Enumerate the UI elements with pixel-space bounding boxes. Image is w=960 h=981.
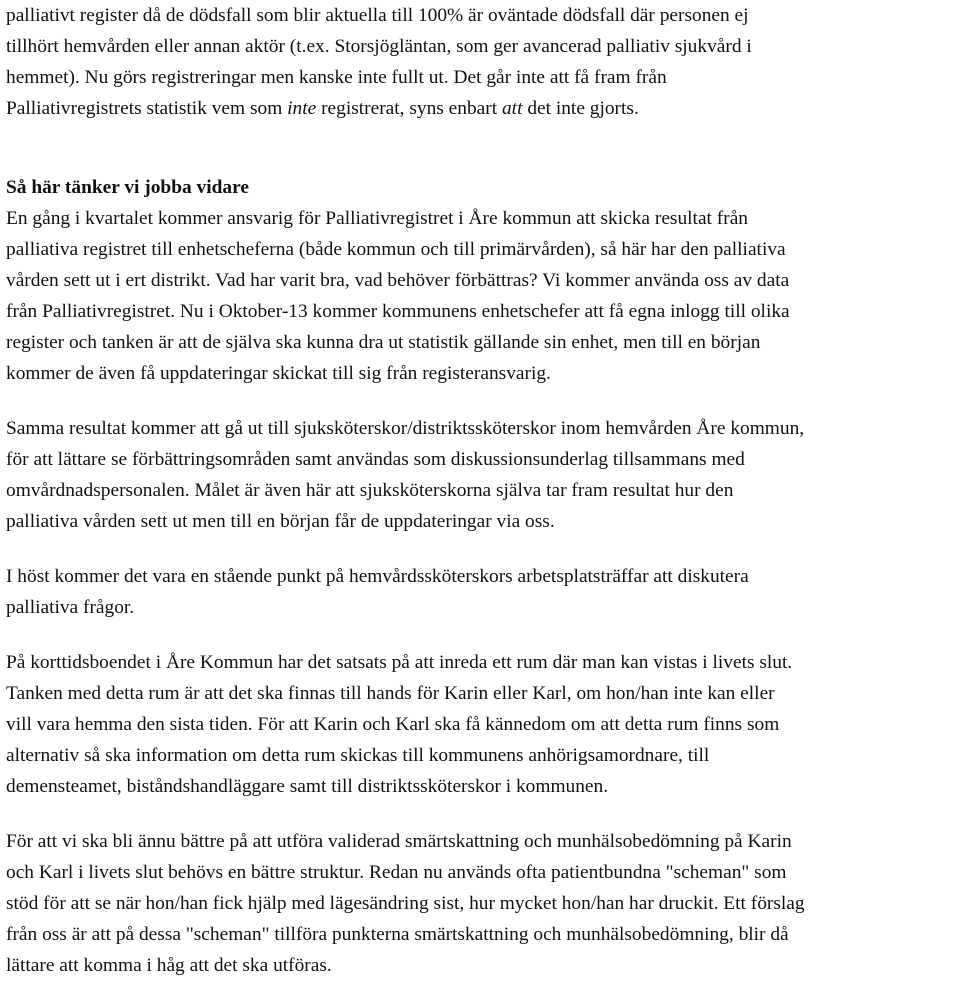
text-line: vården sett ut i ert distrikt. Vad har varit bra, vad behöver förbättras? Vi kommer använda oss av data (6, 270, 790, 291)
text-line: lättare att komma i håg att det ska utföras. (6, 955, 332, 976)
text-line: stöd för att se när hon/han fick hjälp med lägesändring sist, hur mycket hon/han har druckit. Ett förslag (6, 893, 805, 914)
section-paragraph-4 (6, 647, 956, 802)
text-line: alternativ så ska information om detta rum skickas till kommunens anhörigsamordnare, till (6, 745, 710, 766)
text-line: På korttidsboendet i Åre Kommun har det satsats på att inreda ett rum där man kan vistas i livets slut. (6, 652, 793, 673)
intro-paragraph (6, 0, 956, 124)
text-line: En gång i kvartalet kommer ansvarig för Palliativregistret i Åre kommun att skicka resultat från (6, 208, 749, 229)
text-line: palliativa registret till enhetscheferna (både kommun och till primärvården), så här har den palliativa (6, 239, 786, 260)
text-line: palliativa frågor. (6, 597, 135, 618)
text-fragment: registrerat, syns enbart (316, 98, 502, 119)
text-line: demensteamet, biståndshandläggare samt till distriktssköterskor i kommunen. (6, 776, 609, 797)
text-line: Samma resultat kommer att gå ut till sjuksköterskor/distriktssköterskor inom hemvården Åre kommun, (6, 418, 805, 439)
text-fragment: det inte gjorts. (522, 98, 639, 119)
text-line: vill vara hemma den sista tiden. För att Karin och Karl ska få kännedom om att detta rum finns som (6, 714, 780, 735)
text-line: I höst kommer det vara en stående punkt på hemvårdssköterskors arbetsplatsträffar att diskutera (6, 566, 749, 587)
text-line: hemmet). Nu görs registreringar men kanske inte fullt ut. Det går inte att få fram från (6, 67, 667, 88)
text-line: från Palliativregistret. Nu i Oktober-13 kommer kommunens enhetschefer att få egna inlogg till olika (6, 301, 790, 322)
section-paragraph-5 (6, 826, 956, 981)
text-line: och Karl i livets slut behövs en bättre struktur. Redan nu används ofta patientbundna "scheman" som (6, 862, 787, 883)
spacer (6, 124, 956, 172)
spacer (6, 389, 956, 413)
section-paragraph-2 (6, 413, 956, 537)
text-line: omvårdnadspersonalen. Målet är även här att sjuksköterskorna själva tar fram resultat hur den (6, 480, 734, 501)
text-line (6, 93, 956, 124)
emphasis-att: att (501, 98, 523, 119)
spacer (6, 623, 956, 647)
section-paragraph-1 (6, 172, 956, 389)
section-paragraph-3 (6, 561, 956, 623)
text-line: palliativt register då de dödsfall som blir aktuella till 100% är oväntade dödsfall där personen ej (6, 5, 749, 26)
text-line: palliativa vården sett ut men till en början får de uppdateringar via oss. (6, 511, 555, 532)
text-line: register och tanken är att de själva ska kunna dra ut statistik gällande sin enhet, men till en början (6, 332, 761, 353)
text-fragment: Palliativregistrets statistik vem som (6, 98, 288, 119)
document-page (6, 0, 956, 981)
spacer (6, 802, 956, 826)
text-line: kommer de även få uppdateringar skickat till sig från registeransvarig. (6, 363, 551, 384)
section-heading: Så här tänker vi jobba vidare (6, 177, 249, 198)
text-line: tillhört hemvården eller annan aktör (t.ex. Storsjögläntan, som ger avancerad palliativ sjukvård i (6, 36, 752, 57)
text-line: för att lättare se förbättringsområden samt användas som diskussionsunderlag tillsammans med (6, 449, 745, 470)
emphasis-inte: inte (287, 98, 317, 119)
text-line: Tanken med detta rum är att det ska finnas till hands för Karin eller Karl, om hon/han inte kan eller (6, 683, 775, 704)
text-line: från oss är att på dessa "scheman" tillföra punkterna smärtskattning och munhälsobedömning, blir då (6, 924, 789, 945)
text-line: För att vi ska bli ännu bättre på att utföra validerad smärtskattning och munhälsobedömning på Karin (6, 831, 792, 852)
spacer (6, 537, 956, 561)
